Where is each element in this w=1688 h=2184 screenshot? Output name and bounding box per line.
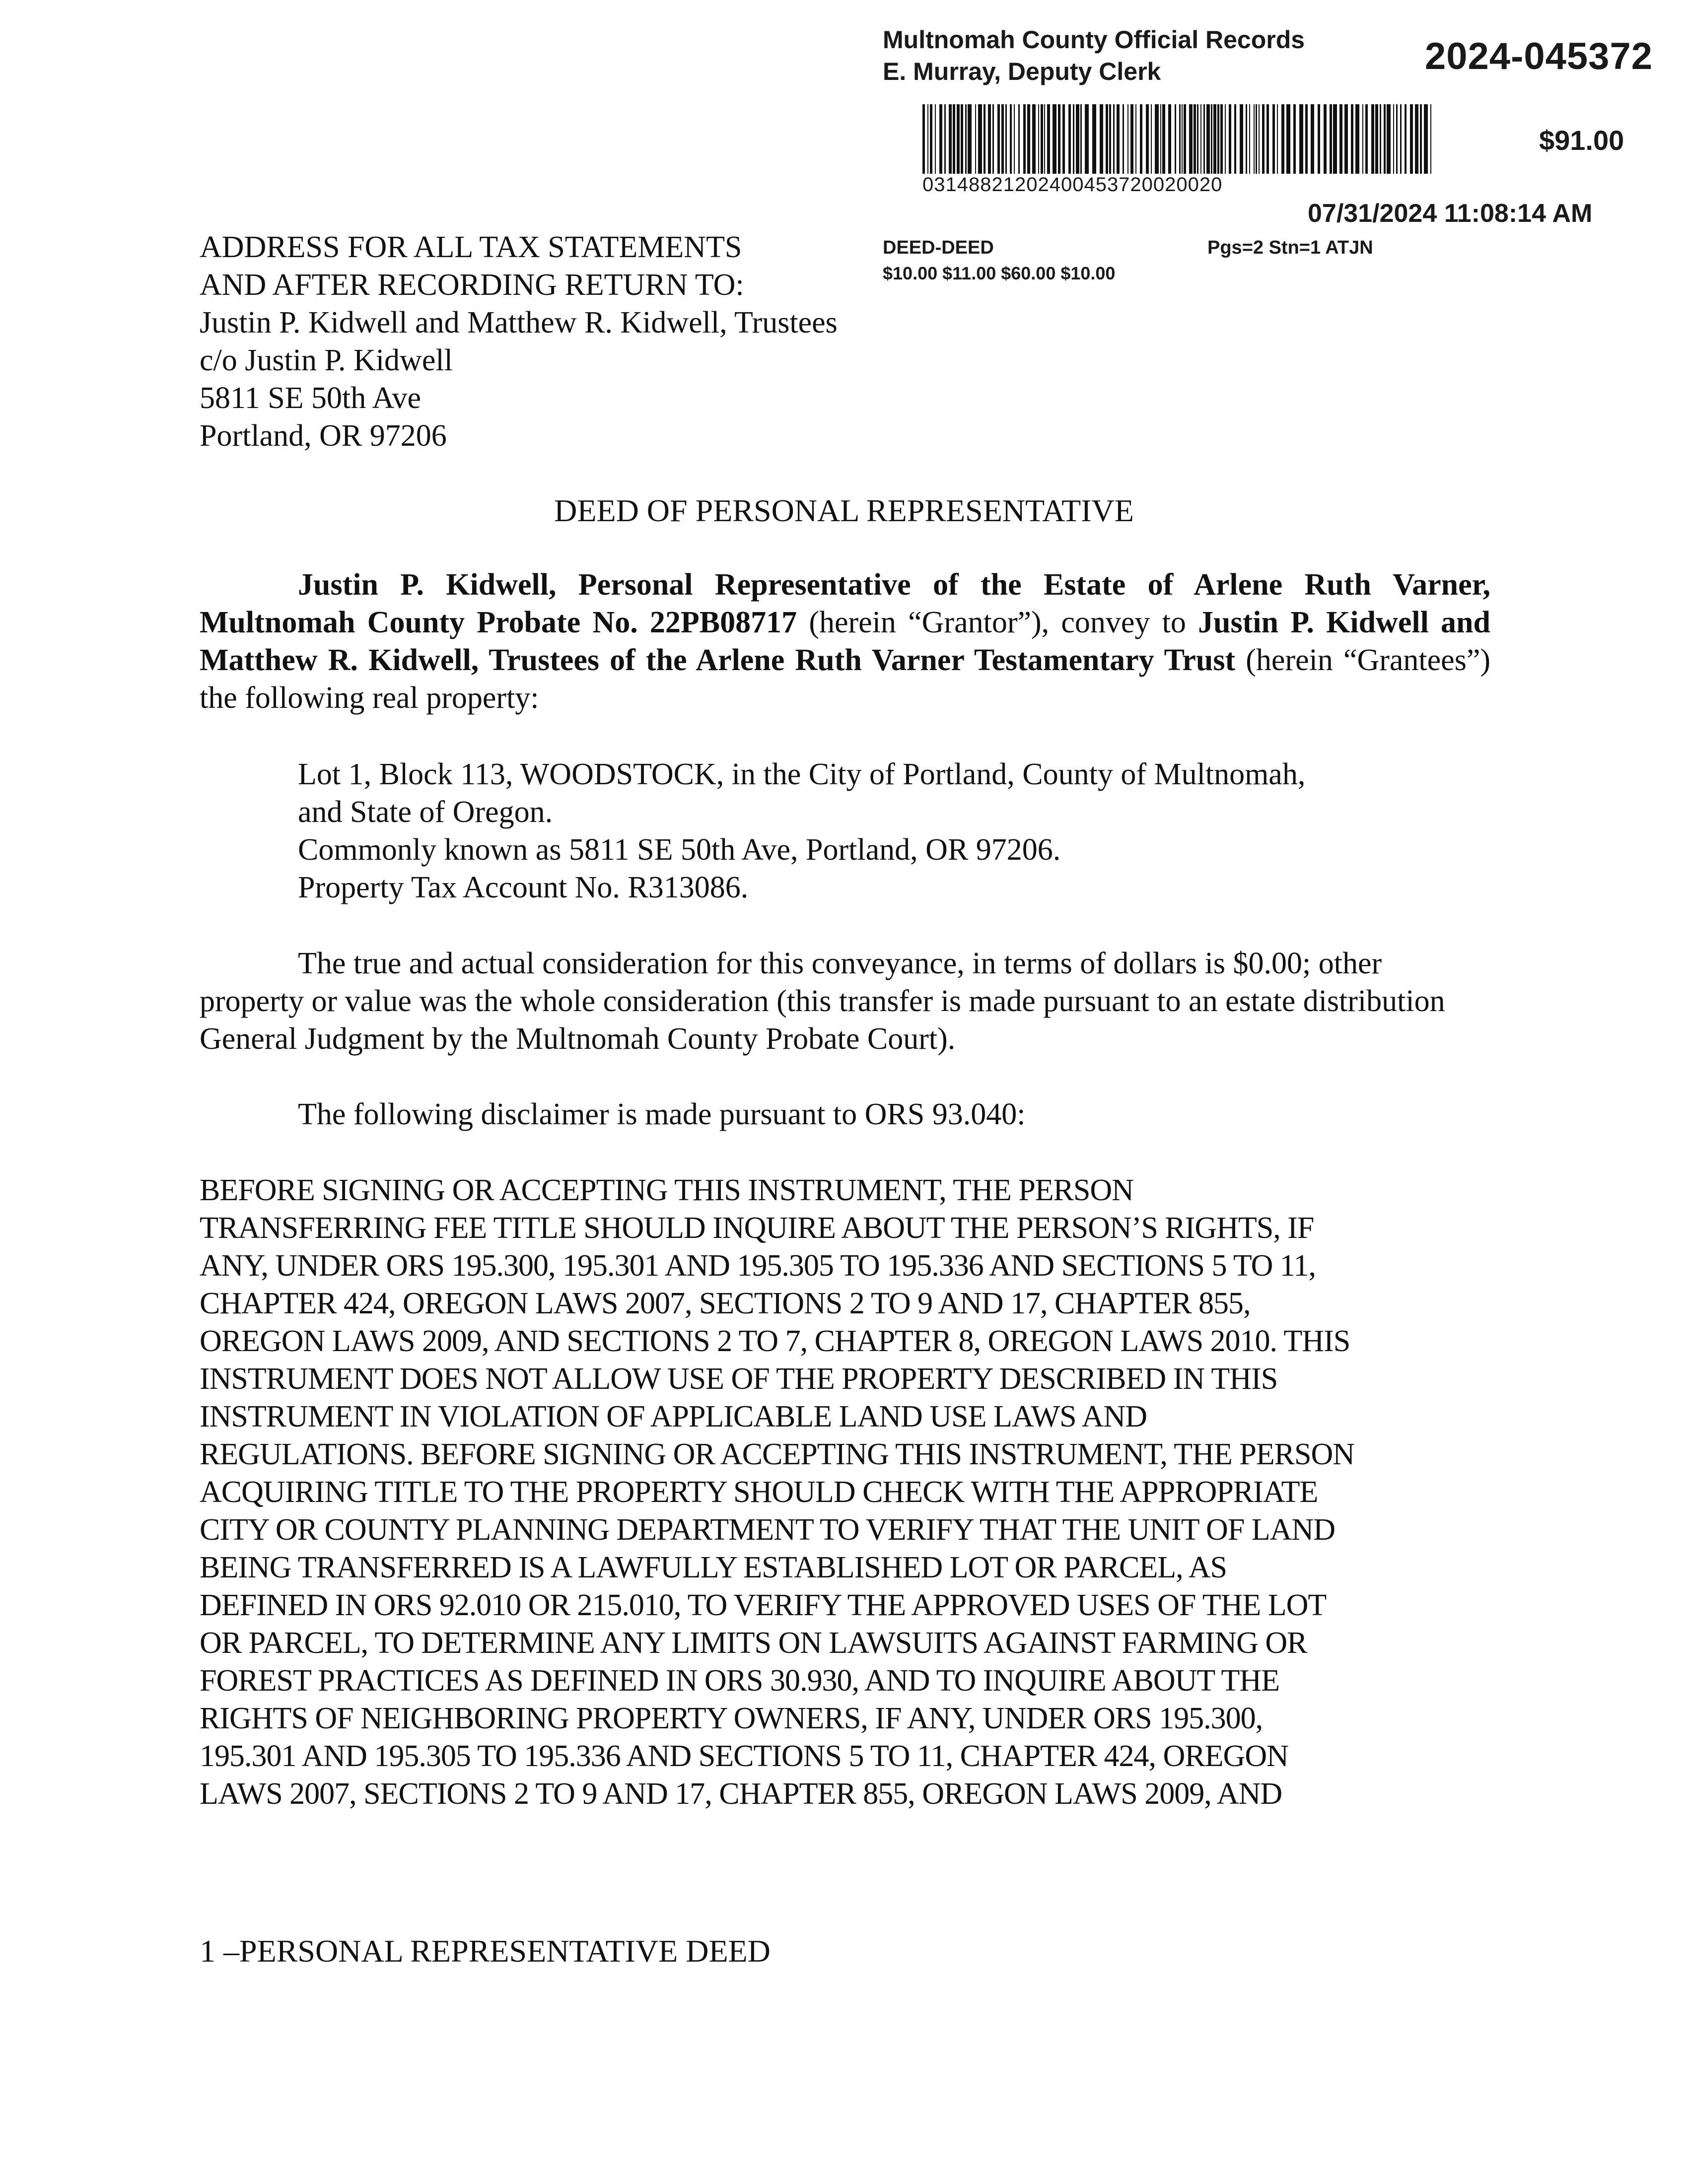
recording-office-stamp: [883, 24, 1305, 87]
grantees-name: Justin P. Kidwell and Matthew R. Kidwell, Trustees of the Arlene Ruth Varner Testamentary Trust: [200, 606, 1490, 677]
recording-office: Multnomah County Official Records: [883, 26, 1305, 54]
consideration-text: The true and actual consideration for this conveyance, in terms of dollars is $0.00; other property or value was the whole consideration (this transfer is made pursuant to an estate distribution General Judgment by the Multnomah County Probate Court).: [200, 947, 1445, 1056]
disclaimer-line: BEING TRANSFERRED IS A LAWFULLY ESTABLISHED LOT OR PARCEL, AS: [200, 1551, 1227, 1584]
grantor-name: Justin P. Kidwell, Personal Representative of the Estate of Arlene Ruth Varner, Multnomah County Probate No. 22PB08717: [200, 568, 1490, 639]
fee-total: $91.00: [1539, 125, 1624, 156]
address-line: Justin P. Kidwell and Matthew R. Kidwell, Trustees: [200, 306, 838, 340]
recording-datetime: 07/31/2024 11:08:14 AM: [1308, 199, 1593, 228]
fee-breakdown: $10.00 $11.00 $60.00 $10.00: [883, 263, 1116, 283]
disclaimer-line: BEFORE SIGNING OR ACCEPTING THIS INSTRUMENT, THE PERSON: [200, 1173, 1133, 1207]
document-type: DEED-DEED: [883, 237, 994, 258]
instrument-number: 2024-045372: [1425, 35, 1653, 77]
disclaimer-line: REGULATIONS. BEFORE SIGNING OR ACCEPTING THIS INSTRUMENT, THE PERSON: [200, 1437, 1355, 1471]
disclaimer-line: DEFINED IN ORS 92.010 OR 215.010, TO VERIFY THE APPROVED USES OF THE LOT: [200, 1588, 1327, 1622]
deputy-clerk: E. Murray, Deputy Clerk: [883, 58, 1161, 85]
disclaimer-line: OREGON LAWS 2009, AND SECTIONS 2 TO 7, CHAPTER 8, OREGON LAWS 2010. THIS: [200, 1324, 1350, 1358]
legal-line: and State of Oregon.: [298, 795, 553, 829]
legal-description: [298, 755, 1305, 906]
grantor-reference: (herein “Grantor”), convey to: [797, 606, 1198, 639]
address-line: 5811 SE 50th Ave: [200, 381, 422, 415]
disclaimer-line: ACQUIRING TITLE TO THE PROPERTY SHOULD CHECK WITH THE APPROPRIATE: [200, 1475, 1318, 1509]
address-line: Portland, OR 97206: [200, 419, 447, 453]
disclaimer-line: OR PARCEL, TO DETERMINE ANY LIMITS ON LAWSUITS AGAINST FARMING OR: [200, 1626, 1307, 1660]
disclaimer-line: INSTRUMENT DOES NOT ALLOW USE OF THE PROPERTY DESCRIBED IN THIS: [200, 1362, 1278, 1396]
barcode-digits: 03148821202400453720020020: [922, 174, 1223, 196]
page-footer: 1 –PERSONAL REPRESENTATIVE DEED: [200, 1933, 771, 1969]
disclaimer-line: LAWS 2007, SECTIONS 2 TO 9 AND 17, CHAPTER 855, OREGON LAWS 2009, AND: [200, 1777, 1282, 1811]
disclaimer-line: INSTRUMENT IN VIOLATION OF APPLICABLE LAND USE LAWS AND: [200, 1400, 1147, 1433]
legal-line: Commonly known as 5811 SE 50th Ave, Portland, OR 97206.: [298, 833, 1061, 867]
conveyance-paragraph: [200, 566, 1490, 717]
address-line: AND AFTER RECORDING RETURN TO:: [200, 268, 744, 302]
statutory-disclaimer: [200, 1171, 1354, 1813]
disclaimer-line: FOREST PRACTICES AS DEFINED IN ORS 30.930, AND TO INQUIRE ABOUT THE: [200, 1664, 1280, 1698]
disclaimer-line: CHAPTER 424, OREGON LAWS 2007, SECTIONS 2 TO 9 AND 17, CHAPTER 855,: [200, 1287, 1251, 1320]
document-title: DEED OF PERSONAL REPRESENTATIVE: [554, 493, 1134, 528]
grantees-reference: (herein “Grantees”) the following real property:: [200, 643, 1490, 715]
disclaimer-line: TRANSFERRING FEE TITLE SHOULD INQUIRE ABOUT THE PERSON’S RIGHTS, IF: [200, 1211, 1314, 1245]
address-line: ADDRESS FOR ALL TAX STATEMENTS: [200, 230, 742, 264]
address-line: c/o Justin P. Kidwell: [200, 343, 453, 377]
pages-station: Pgs=2 Stn=1 ATJN: [1207, 237, 1373, 258]
legal-line: Lot 1, Block 113, WOODSTOCK, in the City of Portland, County of Multnomah,: [298, 757, 1306, 791]
return-address-block: [200, 228, 838, 455]
disclaimer-line: CITY OR COUNTY PLANNING DEPARTMENT TO VERIFY THAT THE UNIT OF LAND: [200, 1513, 1335, 1547]
disclaimer-line: 195.301 AND 195.305 TO 195.336 AND SECTIONS 5 TO 11, CHAPTER 424, OREGON: [200, 1739, 1288, 1773]
barcode-graphic: [922, 104, 1434, 174]
disclaimer-line: RIGHTS OF NEIGHBORING PROPERTY OWNERS, IF ANY, UNDER ORS 195.300,: [200, 1702, 1263, 1735]
legal-line: Property Tax Account No. R313086.: [298, 871, 749, 904]
consideration-paragraph: [200, 945, 1490, 1058]
disclaimer-line: ANY, UNDER ORS 195.300, 195.301 AND 195.305 TO 195.336 AND SECTIONS 5 TO 11,: [200, 1249, 1316, 1283]
disclaimer-intro: The following disclaimer is made pursuant to ORS 93.040:: [298, 1097, 1026, 1131]
